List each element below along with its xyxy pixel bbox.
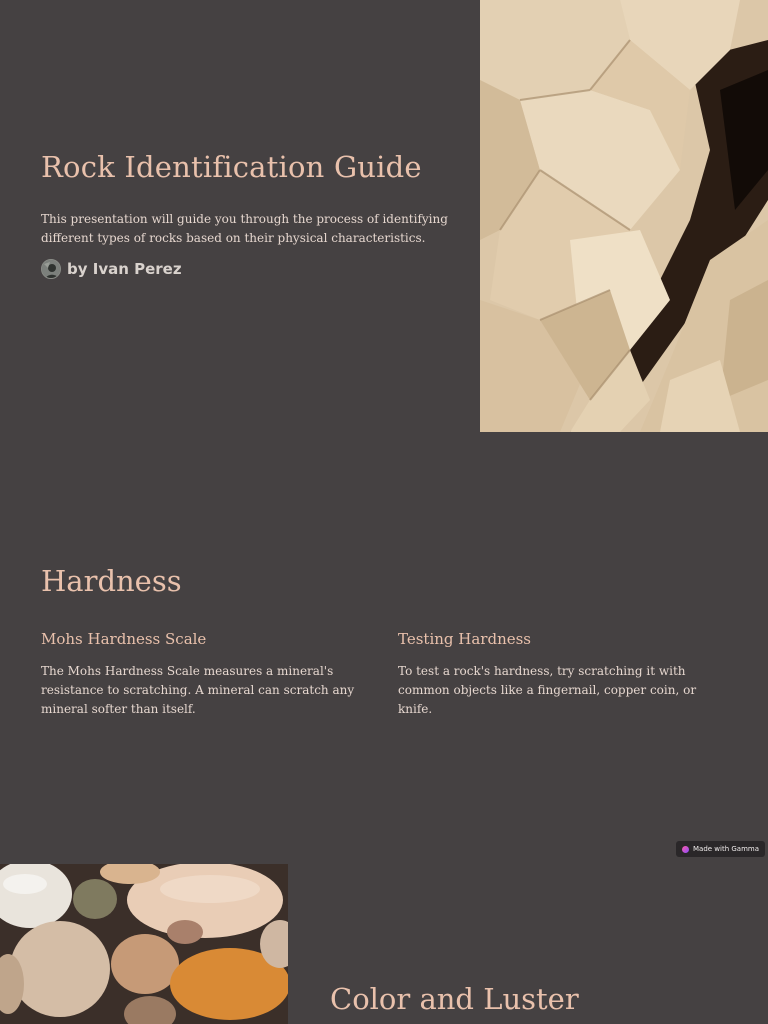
author-name: by Ivan Perez xyxy=(67,260,182,278)
title-slide xyxy=(0,0,768,432)
pebbles-illustration xyxy=(0,864,288,1024)
mohs-scale-column xyxy=(41,630,371,719)
page-title: Rock Identification Guide xyxy=(41,150,422,184)
avatar xyxy=(41,259,61,279)
color-luster-title: Color and Luster xyxy=(330,982,579,1016)
avatar-image xyxy=(42,260,61,279)
limestone-rock-illustration xyxy=(480,0,768,432)
pebbles-image xyxy=(0,864,288,1024)
mohs-scale-heading: Mohs Hardness Scale xyxy=(41,630,207,648)
mohs-scale-text: The Mohs Hardness Scale measures a mineral's resistance to scratching. A mineral can scratch any mineral softer than itself. xyxy=(41,664,355,716)
limestone-rock-image xyxy=(480,0,768,432)
color-luster-slide xyxy=(0,864,768,1024)
hardness-title: Hardness xyxy=(41,564,182,598)
made-with-gamma-badge[interactable] xyxy=(676,841,765,857)
testing-hardness-column xyxy=(398,630,728,719)
intro-text: This presentation will guide you through the process of identifying different types of rocks based on their physical characteristics. xyxy=(41,212,448,245)
badge-label: Made with Gamma xyxy=(693,845,760,853)
testing-hardness-text: To test a rock's hardness, try scratching it with common objects like a fingernail, copper coin, or knife. xyxy=(398,664,697,716)
testing-hardness-heading: Testing Hardness xyxy=(398,630,532,648)
gamma-logo-icon xyxy=(682,846,689,853)
hardness-slide xyxy=(0,432,768,864)
author-line xyxy=(41,259,182,279)
